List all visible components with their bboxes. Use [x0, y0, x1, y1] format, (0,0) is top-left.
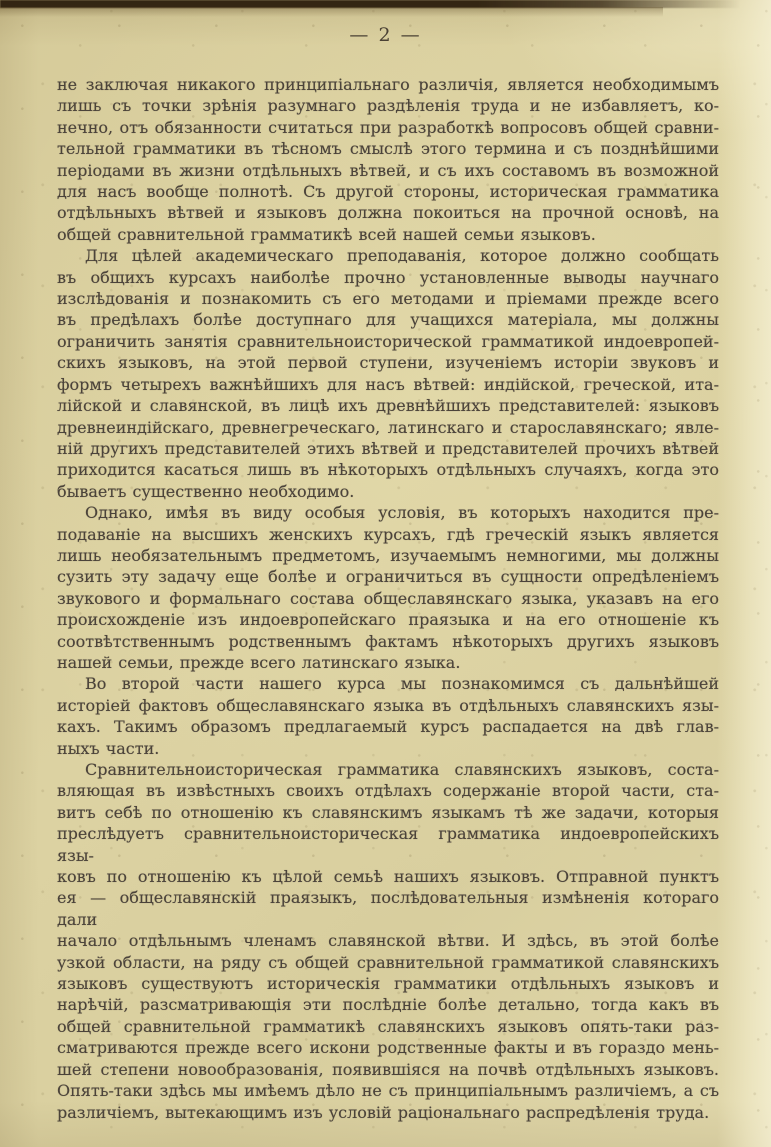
text-line: подаваніе на высшихъ женскихъ курсахъ, гдѣ греческій языкъ является: [57, 524, 719, 544]
text-line: для насъ вообще полнотѣ. Съ другой стороны, историческая грамматика: [57, 182, 719, 202]
text-line: узкой области, на ряду съ общей сравнительной грамматикой славянскихъ: [57, 952, 719, 972]
text-line: Для цѣлей академическаго преподаванія, которое должно сообщать: [85, 246, 719, 266]
text-line: скихъ языковъ, на этой первой ступени, изученіемъ исторіи звуковъ и: [57, 353, 719, 373]
text-line: ограничить занятія сравнительноисторической грамматикой индоевропей-: [57, 331, 719, 351]
text-line: Сравнительноисторическая грамматика славянскихъ языковъ, соста-: [85, 760, 719, 779]
text-line: отдѣльныхъ вѣтвей и языковъ должна покоиться на прочной основѣ, на: [57, 203, 719, 223]
text-line: ній другихъ представителей этихъ вѣтвей и представителей прочихъ вѣтвей: [57, 438, 719, 458]
scan-top-edge-shadow: [0, 7, 663, 17]
text-line: звукового и формальнаго состава общеславянскаго языка, указавъ на его: [57, 588, 719, 608]
page-number: — 2 —: [349, 24, 422, 46]
text-line: преслѣдуетъ сравнительноисторическая грамматика индоевропейскихъ язы-: [57, 824, 719, 865]
paragraph: [57, 502, 719, 673]
text-line: древнеиндійскаго, древнегреческаго, латинскаго и старославянскаго; явле-: [57, 417, 719, 437]
text-line: исторіей фактовъ общеславянскаго языка въ отдѣльныхъ славянскихъ язы-: [57, 695, 719, 715]
text-line: въ общихъ курсахъ наиболѣе прочно установленные выводы научнаго: [57, 267, 719, 287]
text-line: формъ четырехъ важнѣйшихъ для насъ вѣтвей: индійской, греческой, ита-: [57, 374, 719, 394]
text-line: нечно, отъ обязанности считаться при разработкѣ вопросовъ общей сравни-: [57, 117, 719, 137]
text-line: лишь съ точки зрѣнія разумнаго раздѣленія труда и не избавляетъ, ко-: [57, 96, 719, 116]
text-line: бываетъ существенно необходимо.: [57, 481, 355, 501]
text-line: сузить эту задачу еще болѣе и ограничиться въ сущности опредѣленіемъ: [57, 567, 719, 587]
text-line: витъ себѣ по отношенію къ славянскимъ языкамъ тѣ же задачи, которыя: [57, 802, 719, 822]
text-line: лійской и славянской, въ лицѣ ихъ древнѣйшихъ представителей: языковъ: [57, 396, 719, 416]
text-line: шей степени новообразованія, появившіяся на почвѣ отдѣльныхъ языковъ.: [57, 1059, 719, 1079]
text-column: [57, 74, 719, 1123]
text-line: не заключая никакого принципіальнаго различія, является необходимымъ: [57, 75, 719, 94]
text-line: Однако, имѣя въ виду особыя условія, въ которыхъ находится пре-: [85, 503, 719, 523]
text-line: кахъ. Такимъ образомъ предлагаемый курсъ распадается на двѣ глав-: [57, 717, 719, 737]
text-line: Во второй части нашего курса мы познакомимся съ дальнѣйшей: [85, 674, 719, 694]
text-line: Опять-таки здѣсь мы имѣемъ дѣло не съ принципіальнымъ различіемъ, а съ: [57, 1081, 719, 1101]
text-line: ея — общеславянскій праязыкъ, послѣдовательныя измѣненія котораго дали: [57, 888, 719, 929]
text-line: соотвѣтственнымъ родственнымъ фактамъ нѣкоторыхъ другихъ языковъ: [57, 631, 719, 651]
text-line: различіемъ, вытекающимъ изъ условій раціональнаго распредѣленія труда.: [57, 1102, 710, 1122]
text-line: періодами въ жизни отдѣльныхъ вѣтвей, и съ ихъ составомъ въ возможной: [57, 160, 719, 180]
paragraph: [57, 74, 719, 245]
text-line: изслѣдованія и познакомить съ его методами и пріемами прежде всего: [57, 289, 719, 309]
text-line: вляющая въ извѣстныхъ своихъ отдѣлахъ содержаніе второй части, ста-: [57, 781, 719, 801]
text-line: происхожденіе изъ индоевропейскаго праязыка и на его отношеніе къ: [57, 610, 719, 630]
text-line: нашей семьи, прежде всего латинскаго языка.: [57, 652, 461, 672]
text-line: въ предѣлахъ болѣе доступнаго для учащихся матеріала, мы должны: [57, 310, 719, 330]
text-line: тельной грамматики въ тѣсномъ смыслѣ этого термина и съ позднѣйшими: [57, 139, 719, 159]
text-line: сматриваются прежде всего искони родственные факты и въ гораздо мень-: [57, 1038, 719, 1058]
paragraph: [57, 245, 719, 502]
text-line: языковъ существуютъ историческія грамматики отдѣльныхъ языковъ и: [57, 974, 719, 994]
text-line: ныхъ части.: [57, 738, 160, 758]
text-line: начало отдѣльнымъ членамъ славянской вѣтви. И здѣсь, въ этой болѣе: [57, 931, 719, 951]
text-line: приходится касаться лишь въ нѣкоторыхъ отдѣльныхъ случаяхъ, когда это: [57, 460, 719, 480]
text-line: общей сравнительной грамматикѣ славянскихъ языковъ опять-таки раз-: [57, 1016, 719, 1036]
text-line: лишь необязательнымъ предметомъ, изучаемымъ немногими, мы должны: [57, 545, 719, 565]
text-line: нарѣчій, разсматривающія эти послѣдніе болѣе детально, тогда какъ въ: [57, 995, 719, 1015]
text-line: общей сравнительной грамматикѣ всей нашей семьи языковъ.: [57, 224, 596, 244]
text-line: ковъ по отношенію къ цѣлой семьѣ нашихъ языковъ. Отправной пунктъ: [57, 867, 719, 887]
paragraph: [57, 759, 719, 1123]
paragraph: [57, 673, 719, 759]
